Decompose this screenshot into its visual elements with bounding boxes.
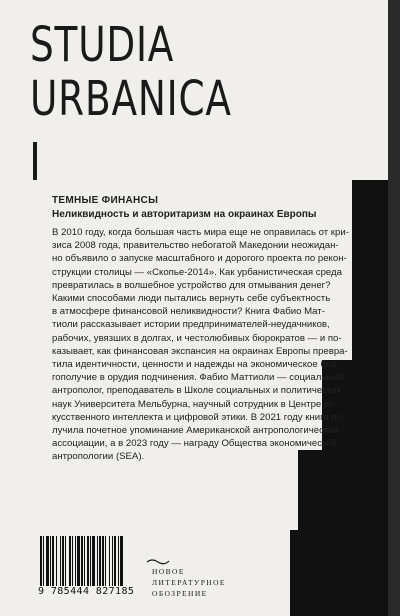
- barcode-bars: [38, 536, 136, 586]
- accent-bar: [33, 142, 37, 180]
- annotation-text: [52, 226, 352, 464]
- annotation-line: лучила почетное упоминание Американской антропологической: [52, 425, 339, 437]
- publisher-line: ЛИТЕРАТУРНОЕ: [152, 578, 226, 587]
- series-title-line: URBANICA: [30, 71, 232, 127]
- annotation-line: гополучие в орудия подчинения. Фабио Маттиоли — социальный: [52, 372, 344, 384]
- annotation-line: казывает, как финансовая экспансия на окраинах Европы превра-: [52, 345, 348, 357]
- publisher-line: НОВОЕ: [152, 567, 185, 576]
- series-title-line: STUDIA: [30, 17, 175, 73]
- publisher-name: [152, 566, 226, 599]
- annotation-line: превратилась в волшебное устройство для отмывания денег?: [52, 279, 331, 291]
- publisher-logo-icon: [146, 557, 170, 565]
- annotation-line: антрополог, преподаватель в Школе социальных и политических: [52, 385, 342, 397]
- annotation-line: кусственного интеллекта и цифровой этики. В 2021 году книга по-: [52, 411, 346, 423]
- annotation-line: рабочих, увязших в долгах, и честолюбивых бюрократов — и по-: [52, 332, 342, 344]
- annotation-line: струкции столицы — «Скопье-2014». Как урбанистическая среда: [52, 266, 342, 278]
- annotation-line: Какими способами люди пытались вернуть себе субъектность: [52, 293, 331, 305]
- annotation-line: но объявило о запуске масштабного и дорогого проекта по рекон-: [52, 253, 347, 265]
- cover-edge: [388, 0, 400, 616]
- annotation-line: антропологии (SEA).: [52, 451, 145, 463]
- annotation-line: в атмосфере финансовой неликвидности? Книга Фабио Мат-: [52, 306, 325, 318]
- book-title: ТЕМНЫЕ ФИНАНСЫ: [52, 195, 159, 206]
- book-subtitle: Неликвидность и авторитаризм на окраинах Европы: [52, 209, 317, 220]
- series-title: [30, 18, 232, 126]
- isbn-number: 9 785444 827185: [38, 586, 135, 597]
- publisher-line: ОБОЗРЕНИЕ: [152, 589, 208, 598]
- annotation-line: зиса 2008 года, правительство небогатой Македонии неожидан-: [52, 240, 339, 252]
- annotation-line: тила идентичности, ценности и надежды на экономическое бла-: [52, 359, 340, 371]
- annotation-line: наук Университета Мельбурна, научный сотрудник в Центре ис-: [52, 398, 338, 410]
- annotation-line: В 2010 году, когда большая часть мира еще не оправилась от кри-: [52, 227, 349, 238]
- annotation-line: тиоли рассказывает истории предпринимателей-неудачников,: [52, 319, 330, 331]
- annotation-line: ассоциации, а в 2023 году — награду Общества экономической: [52, 438, 337, 450]
